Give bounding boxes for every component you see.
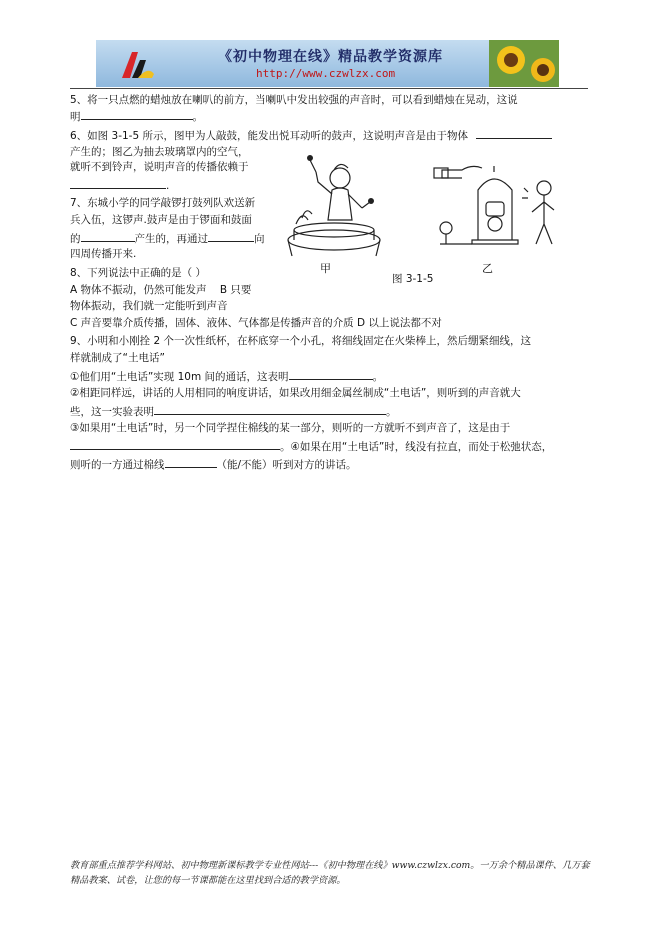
q6-line3: 就听不到铃声，说明声音的传播依赖于 <box>70 161 249 173</box>
question-8-options-cd <box>70 316 442 330</box>
q9-sub4: 则听的一方通过棉线 <box>70 459 165 471</box>
question-5 <box>70 93 518 107</box>
sunflower-icon <box>489 40 559 87</box>
question-8-options-ab <box>70 283 251 297</box>
q9-blank-3[interactable] <box>70 438 280 450</box>
question-9-sub3-cont <box>70 438 552 454</box>
q8-option-b-cont: 物体振动，我们就一定能听到声音 <box>70 300 228 312</box>
q9-blank-4[interactable] <box>165 456 217 468</box>
question-9-sub2-cont <box>70 403 397 419</box>
q7-line2: 兵入伍，这锣声.鼓声是由于锣面和鼓面 <box>70 214 252 226</box>
q6-line2: 产生的；图乙为抽去玻璃罩内的空气， <box>70 146 249 158</box>
q5-text: 5、将一只点燃的蜡烛放在喇叭的前方，当喇叭中发出较强的声音时，可以看到蜡烛在晃动，这说 <box>70 94 518 106</box>
question-7-line2 <box>70 213 252 227</box>
q5-end: 。 <box>192 111 203 123</box>
q7-line3a: 的 <box>70 233 81 245</box>
question-7-line3 <box>70 230 265 246</box>
q6-blank-2[interactable] <box>70 177 166 189</box>
figure-label-jia: 甲 <box>320 262 331 275</box>
q5-cont: 明 <box>70 111 81 123</box>
figure-bell-jar-illustration <box>432 162 562 252</box>
q8-option-a[interactable]: A 物体不振动，仍然可能发声 <box>70 284 207 296</box>
footer-note: 教育部重点推荐学科网站、初中物理新课标教学专业性网站---《初中物理在线》www.czwlzx.com。一万余个精品课件、几万套精品教案、试卷，让您的每一节课都能在这里找到合适的教学资源。 <box>70 860 590 886</box>
q7-blank-1[interactable] <box>81 230 135 242</box>
q9-line1: 9、小明和小刚拴 2 个一次性纸杯，在杯底穿一个小孔，将细线固定在火柴棒上，然后绷紧细线，这 <box>70 335 532 347</box>
question-5-cont <box>70 108 203 124</box>
site-logo-icon <box>118 46 156 82</box>
question-6 <box>70 127 552 143</box>
question-9-sub2 <box>70 386 521 400</box>
question-7-line4 <box>70 247 136 261</box>
q9-sub2-end: 。 <box>386 406 397 418</box>
q7-line4: 四周传播开来. <box>70 248 137 260</box>
q9-sub3a: ③如果用“土电话”时，另一个同学捏住棉线的某一部分，则听的一方就听不到声音了，这是由于 <box>70 422 511 434</box>
banner-title: 《初中物理在线》精品教学资源库 <box>218 49 443 65</box>
q9-sub1: ①他们用“土电话”实现 10m 间的通话，这表明 <box>70 371 289 383</box>
q7-line3c: 向 <box>254 233 265 245</box>
question-6-line4 <box>70 177 169 193</box>
q7-line3b: 产生的，再通过 <box>134 233 208 245</box>
question-8-option-b-cont <box>70 299 228 313</box>
question-9-sub3 <box>70 421 510 435</box>
q8-option-b[interactable]: B 只要 <box>219 284 252 296</box>
header-rule <box>70 88 588 89</box>
figure-label-yi: 乙 <box>482 262 493 275</box>
q8-stem: 8、下列说法中正确的是（ ） <box>70 267 207 279</box>
question-9-line2 <box>70 351 165 365</box>
question-8 <box>70 266 206 280</box>
question-6-line3 <box>70 160 249 174</box>
q8-option-cd[interactable]: C 声音要靠介质传播，固体、液体、气体都是传播声音的介质 D 以上说法都不对 <box>70 317 442 329</box>
question-7 <box>70 196 255 210</box>
banner-url[interactable]: http://www.czwlzx.com <box>256 67 396 80</box>
q9-sub1-end: 。 <box>372 371 384 383</box>
question-9-sub4 <box>70 456 357 472</box>
q9-sub2a: ②相距同样远，讲话的人用相同的响度讲话，如果改用细金属丝制成“土电话”，则听到的声音就大 <box>70 387 521 399</box>
q9-line2: 样就制成了“土电话” <box>70 352 165 364</box>
q9-sub2b: 些，这一实验表明 <box>70 406 154 418</box>
q6-line1: 6、如图 3-1-5 所示，图甲为人敲鼓，能发出悦耳动听的鼓声，这说明声音是由于物体 <box>70 130 468 142</box>
question-6-line2 <box>70 143 249 159</box>
question-9 <box>70 334 531 348</box>
header-banner <box>96 40 559 87</box>
q7-blank-2[interactable] <box>208 230 254 242</box>
figure-caption: 图 3-1-5 <box>392 273 434 285</box>
q9-blank-1[interactable] <box>289 368 373 380</box>
q9-sub3b: 。④如果在用“土电话”时，线没有拉直，而处于松弛状态， <box>280 441 553 453</box>
figure-drummer-illustration <box>282 148 382 258</box>
q5-blank[interactable] <box>81 108 193 120</box>
q6-blank-1[interactable] <box>476 127 552 139</box>
q9-sub4b: （能/不能）听到对方的讲话。 <box>216 459 357 471</box>
q9-blank-2[interactable] <box>154 403 386 415</box>
q6-end: . <box>166 180 170 192</box>
question-9-sub1 <box>70 368 383 384</box>
q7-line1: 7、东城小学的同学敲锣打鼓列队欢送新 <box>70 197 256 209</box>
